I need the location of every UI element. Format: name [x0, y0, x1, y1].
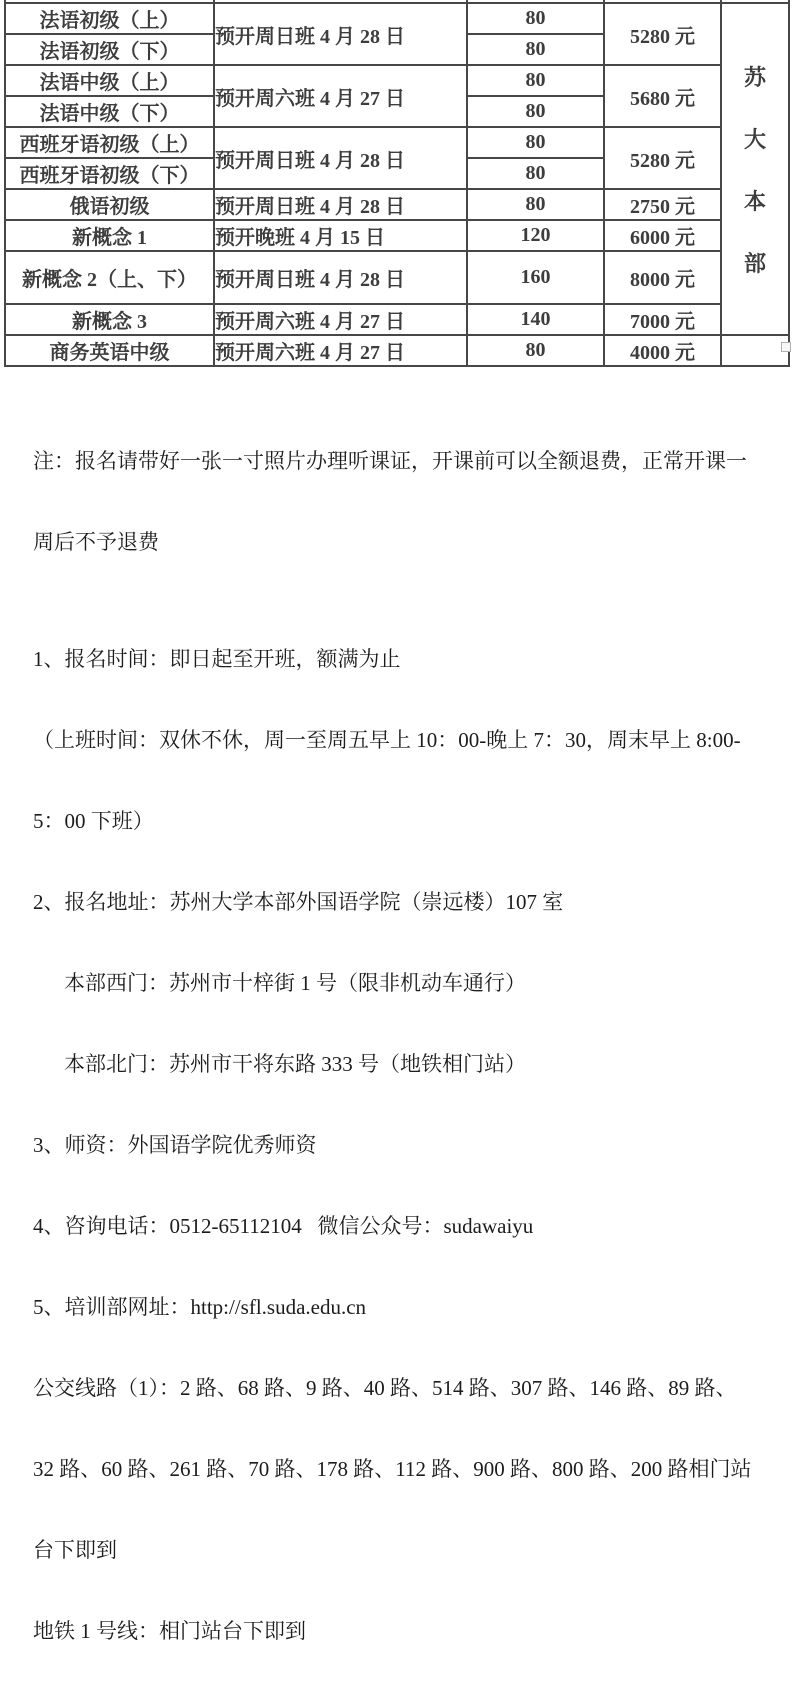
course-cell: 商务英语中级 — [5, 335, 214, 366]
note-line: （上班时间：双休不休，周一至周五早上 10：00-晚上 7：30，周末早上 8:00- — [33, 728, 741, 752]
campus-char: 大 — [743, 126, 766, 152]
note-line: 周后不予退费 — [33, 530, 159, 554]
hours-cell: 80 — [467, 34, 604, 65]
table-row — [5, 335, 789, 366]
note-line: 本部北门：苏州市干将东路 333 号（地铁相门站） — [64, 1052, 526, 1076]
schedule-cell: 预开周日班 4 月 28 日 — [214, 3, 467, 65]
note-line: 注：报名请带好一张一寸照片办理听课证，开课前可以全额退费，正常开课一 — [33, 449, 747, 473]
note-line: 3、师资：外国语学院优秀师资 — [33, 1133, 317, 1157]
course-cell: 新概念 1 — [5, 220, 214, 251]
course-cell: 新概念 3 — [5, 304, 214, 335]
price-cell: 5280 元 — [604, 127, 721, 189]
note-line: 地铁 1 号线：相门站台下即到 — [33, 1619, 306, 1643]
note-line: 本部西门：苏州市十梓街 1 号（限非机动车通行） — [64, 971, 526, 995]
table-resize-handle — [781, 342, 791, 352]
schedule-cell: 预开周日班 4 月 28 日 — [214, 127, 467, 189]
table-row — [5, 220, 789, 251]
course-cell: 法语初级（上） — [5, 3, 214, 34]
price-cell: 7000 元 — [604, 304, 721, 335]
table-row — [5, 127, 789, 158]
note-line: 4、咨询电话：0512-65112104 微信公众号：sudawaiyu — [33, 1214, 534, 1238]
hours-cell: 160 — [467, 251, 604, 304]
price-cell: 2750 元 — [604, 189, 721, 220]
note-line: 1、报名时间：即日起至开班，额满为止 — [33, 647, 401, 671]
campus-vertical-label — [722, 61, 788, 278]
price-cell: 4000 元 — [604, 335, 721, 366]
course-cell: 西班牙语初级（下） — [5, 158, 214, 189]
schedule-cell: 预开周六班 4 月 27 日 — [214, 304, 467, 335]
schedule-cell: 预开周日班 4 月 28 日 — [214, 251, 467, 304]
campus-cell — [721, 3, 789, 335]
schedule-cell: 预开周六班 4 月 27 日 — [214, 335, 467, 366]
hours-cell: 80 — [467, 65, 604, 96]
table-row — [5, 3, 789, 34]
hours-cell: 80 — [467, 335, 604, 366]
schedule-cell: 预开晚班 4 月 15 日 — [214, 220, 467, 251]
note-line: 5、培训部网址：http://sfl.suda.edu.cn — [33, 1295, 367, 1319]
course-cell: 新概念 2（上、下） — [5, 251, 214, 304]
note-line: 台下即到 — [33, 1538, 117, 1562]
campus-char: 本 — [743, 188, 766, 214]
course-schedule-table — [4, 0, 790, 367]
table-row — [5, 251, 789, 304]
course-cell: 法语中级（下） — [5, 96, 214, 127]
hours-cell: 80 — [467, 3, 604, 34]
note-line: 2、报名地址：苏州大学本部外国语学院（崇远楼）107 室 — [33, 890, 564, 914]
hours-cell: 80 — [467, 127, 604, 158]
table-row — [5, 189, 789, 220]
note-line: 32 路、60 路、261 路、70 路、178 路、112 路、900 路、800 路、200 路相门站 — [33, 1457, 752, 1481]
campus-empty-cell — [721, 335, 789, 366]
price-cell: 5680 元 — [604, 65, 721, 127]
note-line: 公交线路（1）：2 路、68 路、9 路、40 路、514 路、307 路、146 路、89 路、 — [33, 1376, 737, 1400]
campus-char: 苏 — [743, 64, 766, 90]
hours-cell: 80 — [467, 158, 604, 189]
course-cell: 法语初级（下） — [5, 34, 214, 65]
campus-char: 部 — [743, 250, 766, 276]
course-cell: 法语中级（上） — [5, 65, 214, 96]
schedule-cell: 预开周六班 4 月 27 日 — [214, 65, 467, 127]
hours-cell: 80 — [467, 189, 604, 220]
price-cell: 6000 元 — [604, 220, 721, 251]
hours-cell: 140 — [467, 304, 604, 335]
course-cell: 西班牙语初级（上） — [5, 127, 214, 158]
table-row — [5, 65, 789, 96]
note-line: 5：00 下班） — [33, 809, 154, 833]
hours-cell: 80 — [467, 96, 604, 127]
course-cell: 俄语初级 — [5, 189, 214, 220]
price-cell: 8000 元 — [604, 251, 721, 304]
table-row — [5, 304, 789, 335]
schedule-cell: 预开周日班 4 月 28 日 — [214, 189, 467, 220]
price-cell: 5280 元 — [604, 3, 721, 65]
notes-section — [33, 394, 751, 1699]
hours-cell: 120 — [467, 220, 604, 251]
